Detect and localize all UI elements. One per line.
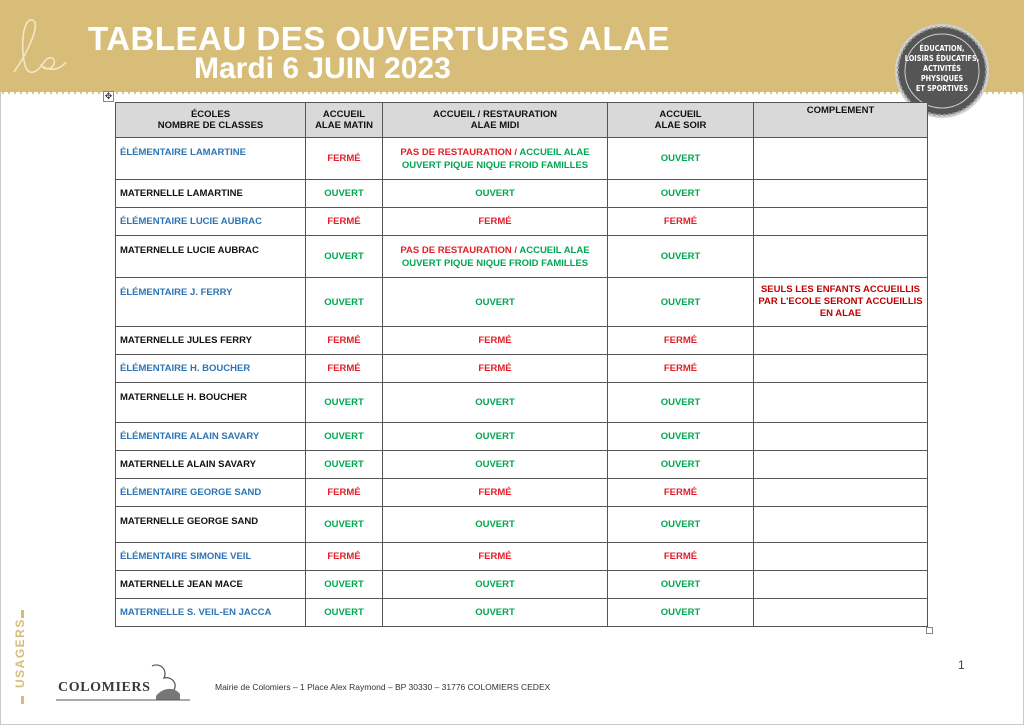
status-evening: FERMÉ — [608, 479, 754, 507]
status-evening: OUVERT — [608, 451, 754, 479]
table-row — [116, 543, 928, 571]
status-midday: FERMÉ — [383, 543, 608, 571]
table-row — [116, 278, 928, 327]
complement-note — [754, 138, 928, 180]
table-row — [116, 208, 928, 236]
table-row — [116, 423, 928, 451]
status-morning: OUVERT — [306, 507, 383, 543]
school-name: MATERNELLE JULES FERRY — [116, 327, 306, 355]
complement-note: SEULS LES ENFANTS ACCUEILLIS PAR L'ECOLE SERONT ACCUEILLIS EN ALAE — [754, 278, 928, 327]
complement-note — [754, 479, 928, 507]
seal-text — [902, 44, 982, 94]
status-midday: OUVERT — [383, 451, 608, 479]
table-resize-handle[interactable] — [926, 627, 933, 634]
table-row — [116, 327, 928, 355]
school-name: ÉLÉMENTAIRE LAMARTINE — [116, 138, 306, 180]
table-row — [116, 507, 928, 543]
status-morning: FERMÉ — [306, 208, 383, 236]
status-evening: FERMÉ — [608, 355, 754, 383]
school-name: MATERNELLE GEORGE SAND — [116, 507, 306, 543]
school-name: ÉLÉMENTAIRE J. FERRY — [116, 278, 306, 327]
school-name: ÉLÉMENTAIRE SIMONE VEIL — [116, 543, 306, 571]
complement-note — [754, 599, 928, 627]
status-midday: OUVERT — [383, 383, 608, 423]
complement-note — [754, 355, 928, 383]
banner-zigzag-edge — [0, 88, 1024, 96]
table-row — [116, 355, 928, 383]
no-catering-text: PAS DE RESTAURATION / — [400, 244, 520, 256]
status-evening: OUVERT — [608, 180, 754, 208]
status-midday — [383, 236, 608, 278]
logo-text: COLOMIERS — [58, 680, 151, 695]
midday-line — [383, 146, 607, 159]
status-midday: OUVERT — [383, 599, 608, 627]
seal-line: ET SPORTIVES — [915, 84, 969, 93]
header-evening — [608, 103, 754, 138]
status-morning: OUVERT — [306, 599, 383, 627]
school-name: MATERNELLE H. BOUCHER — [116, 383, 306, 423]
status-midday: FERMÉ — [383, 479, 608, 507]
complement-note — [754, 236, 928, 278]
complement-note — [754, 383, 928, 423]
school-name: MATERNELLE LAMARTINE — [116, 180, 306, 208]
status-midday: OUVERT — [383, 507, 608, 543]
side-label-text: USAGERS — [13, 618, 27, 688]
table-move-handle[interactable]: ✥ — [104, 91, 113, 101]
status-evening: OUVERT — [608, 236, 754, 278]
status-midday: OUVERT — [383, 180, 608, 208]
status-midday: OUVERT — [383, 571, 608, 599]
seal-line: LOISIRS ÉDUCATIFS, — [904, 54, 980, 63]
header-schools — [116, 103, 306, 138]
school-name: MATERNELLE S. VEIL-EN JACCA — [116, 599, 306, 627]
status-evening: FERMÉ — [608, 208, 754, 236]
status-morning: OUVERT — [306, 383, 383, 423]
footer-address: Mairie de Colomiers – 1 Place Alex Raymond – BP 30330 – 31776 COLOMIERS CEDEX — [215, 682, 551, 692]
status-midday: FERMÉ — [383, 355, 608, 383]
status-morning: FERMÉ — [306, 355, 383, 383]
status-evening: OUVERT — [608, 423, 754, 451]
page-date: Mardi 6 JUIN 2023 — [194, 52, 451, 85]
status-morning: OUVERT — [306, 278, 383, 327]
midday-line — [383, 244, 607, 257]
script-letter-decoration — [8, 12, 68, 82]
alae-open-text: ACCUEIL ALAE — [519, 244, 590, 256]
table-row — [116, 599, 928, 627]
status-evening: OUVERT — [608, 507, 754, 543]
school-name: ÉLÉMENTAIRE H. BOUCHER — [116, 355, 306, 383]
complement-note — [754, 327, 928, 355]
status-evening: OUVERT — [608, 383, 754, 423]
table-row — [116, 571, 928, 599]
status-midday: OUVERT — [383, 423, 608, 451]
status-midday — [383, 138, 608, 180]
status-midday: FERMÉ — [383, 208, 608, 236]
seal-line: ÉDUCATION, — [919, 44, 965, 53]
complement-note — [754, 543, 928, 571]
header-text: ALAE MIDI — [470, 120, 520, 131]
status-evening: OUVERT — [608, 278, 754, 327]
status-midday: FERMÉ — [383, 327, 608, 355]
page-number: 1 — [958, 658, 965, 672]
header-morning — [306, 103, 383, 138]
header-text: ACCUEIL / RESTAURATION — [432, 109, 558, 120]
status-morning: OUVERT — [306, 180, 383, 208]
school-name: ÉLÉMENTAIRE GEORGE SAND — [116, 479, 306, 507]
status-evening: FERMÉ — [608, 543, 754, 571]
header-text: ACCUEIL — [659, 109, 702, 120]
status-morning: FERMÉ — [306, 543, 383, 571]
status-morning: OUVERT — [306, 571, 383, 599]
table-row — [116, 479, 928, 507]
status-midday: OUVERT — [383, 278, 608, 327]
complement-note — [754, 571, 928, 599]
seal-line: ACTIVITÉS PHYSIQUES — [920, 64, 964, 83]
header-text: ACCUEIL — [322, 109, 366, 120]
status-morning: OUVERT — [306, 423, 383, 451]
status-morning: FERMÉ — [306, 327, 383, 355]
alae-open-text: ACCUEIL ALAE — [519, 146, 590, 158]
page-title: TABLEAU DES OUVERTURES ALAE — [88, 20, 670, 57]
header-complement — [754, 103, 928, 138]
complement-note — [754, 507, 928, 543]
complement-note — [754, 423, 928, 451]
school-name: MATERNELLE LUCIE AUBRAC — [116, 236, 306, 278]
header-text: ÉCOLES — [190, 109, 231, 120]
table-row — [116, 451, 928, 479]
picnic-text: OUVERT PIQUE NIQUE FROID FAMILLES — [401, 159, 589, 171]
school-name: ÉLÉMENTAIRE ALAIN SAVARY — [116, 423, 306, 451]
table-header-row — [116, 103, 928, 138]
complement-note — [754, 208, 928, 236]
status-morning: OUVERT — [306, 451, 383, 479]
status-evening: OUVERT — [608, 571, 754, 599]
status-evening: OUVERT — [608, 599, 754, 627]
status-morning: FERMÉ — [306, 138, 383, 180]
school-name: MATERNELLE JEAN MACE — [116, 571, 306, 599]
table-row — [116, 236, 928, 278]
school-name: ÉLÉMENTAIRE LUCIE AUBRAC — [116, 208, 306, 236]
status-evening: OUVERT — [608, 138, 754, 180]
no-catering-text: PAS DE RESTAURATION / — [400, 146, 520, 158]
table-row — [116, 138, 928, 180]
picnic-text: OUVERT PIQUE NIQUE FROID FAMILLES — [401, 257, 589, 269]
openings-table — [115, 102, 928, 627]
header-text: ALAE MATIN — [315, 120, 373, 131]
complement-note — [754, 180, 928, 208]
status-morning: FERMÉ — [306, 479, 383, 507]
status-evening: FERMÉ — [608, 327, 754, 355]
status-morning: OUVERT — [306, 236, 383, 278]
table-row — [116, 383, 928, 423]
header-text: ALAE SOIR — [654, 120, 707, 131]
table-row — [116, 180, 928, 208]
header-text: NOMBRE DE CLASSES — [157, 120, 264, 131]
school-name: MATERNELLE ALAIN SAVARY — [116, 451, 306, 479]
complement-note — [754, 451, 928, 479]
header-midday — [383, 103, 608, 138]
header-text: COMPLEMENT — [806, 105, 875, 116]
